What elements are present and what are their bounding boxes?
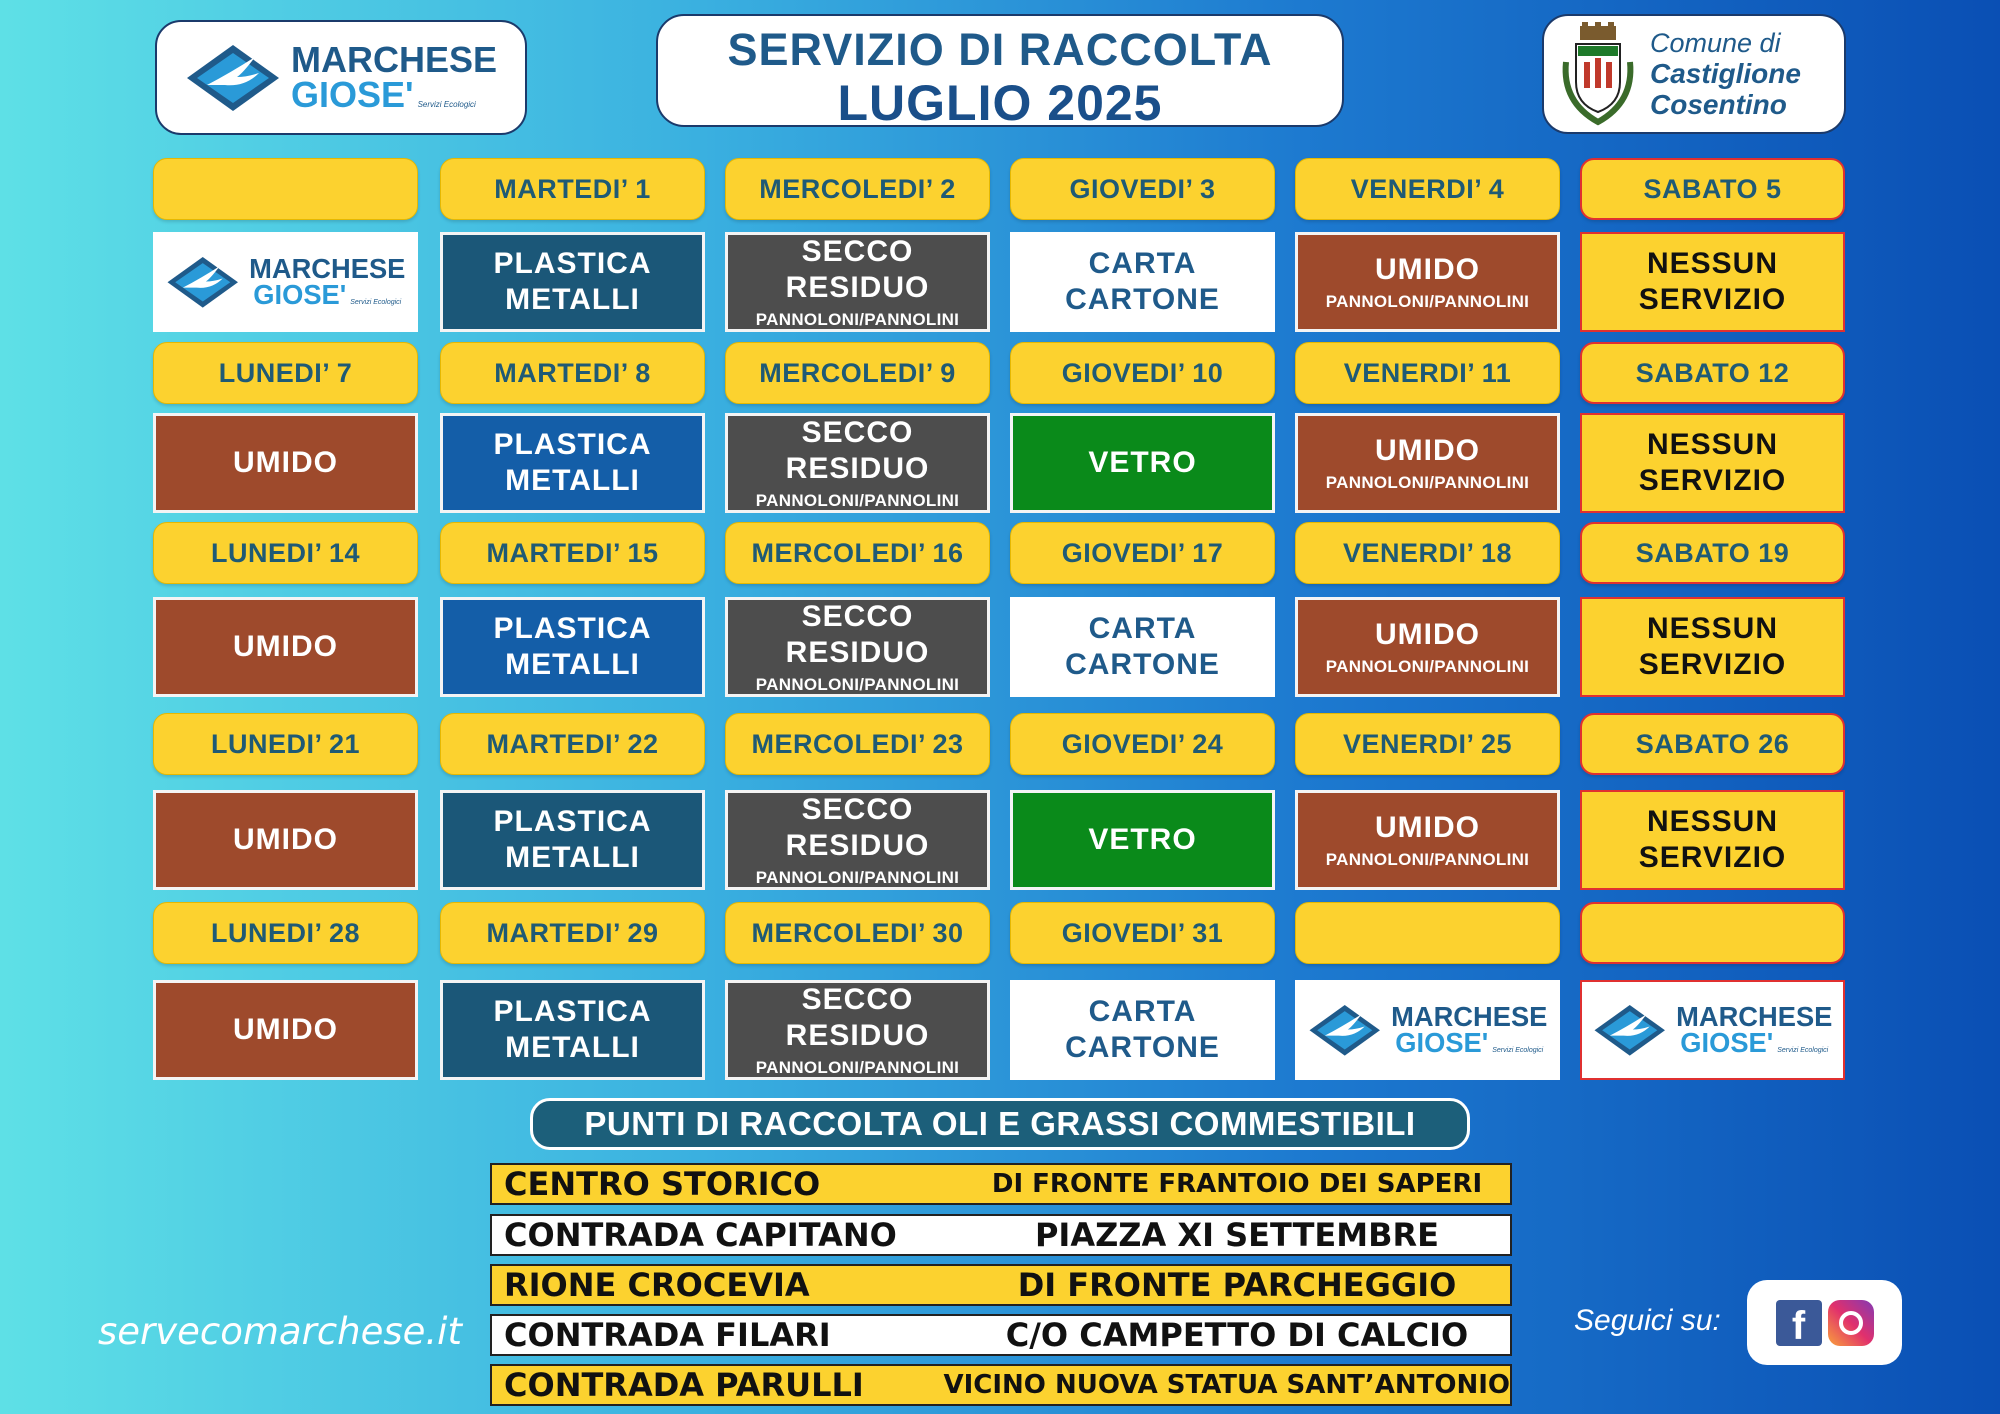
day-header: GIOVEDI’ 24 bbox=[1010, 713, 1275, 775]
day-header: MARTEDI’ 15 bbox=[440, 522, 705, 584]
day-header: MERCOLEDI’ 9 bbox=[725, 342, 990, 404]
oil-collection-row bbox=[490, 1214, 1512, 1256]
service-carta bbox=[1010, 232, 1275, 332]
service-label: PLASTICA bbox=[493, 805, 652, 838]
company-name-word2: GIOSE' Servizi Ecologici bbox=[1680, 1027, 1829, 1058]
company-name-word1: MARCHESE bbox=[1391, 1001, 1548, 1033]
service-label: UMIDO bbox=[1375, 433, 1480, 467]
service-nessun bbox=[1580, 597, 1845, 697]
service-vetro bbox=[1010, 413, 1275, 513]
service-label: RESIDUO bbox=[785, 635, 930, 669]
day-header: GIOVEDI’ 17 bbox=[1010, 522, 1275, 584]
service-note: PANNOLONI/PANNOLINI bbox=[755, 674, 960, 694]
day-header: MERCOLEDI’ 23 bbox=[725, 713, 990, 775]
day-header: MERCOLEDI’ 16 bbox=[725, 522, 990, 584]
swallow-logo-icon bbox=[185, 43, 281, 113]
service-label: SERVIZIO bbox=[1638, 841, 1787, 874]
company-logo bbox=[185, 39, 497, 115]
coat-of-arms-icon bbox=[1558, 22, 1638, 126]
service-label: UMIDO bbox=[233, 1013, 338, 1046]
service-note: PANNOLONI/PANNOLINI bbox=[755, 309, 960, 329]
service-label: PLASTICA bbox=[493, 247, 652, 280]
company-logo-box bbox=[155, 20, 527, 135]
company-name-word1: MARCHESE bbox=[1676, 1001, 1833, 1033]
oil-collection-row bbox=[490, 1163, 1512, 1205]
day-header-empty bbox=[1295, 902, 1560, 964]
service-label: CARTONE bbox=[1065, 648, 1220, 681]
service-note: PANNOLONI/PANNOLINI bbox=[755, 1057, 960, 1077]
service-label: UMIDO bbox=[233, 823, 338, 856]
comune-name-2: Cosentino bbox=[1650, 89, 1787, 121]
company-name-word2: GIOSE' Servizi Ecologici bbox=[253, 279, 402, 310]
oil-place: PIAZZA XI SETTEMBRE bbox=[1034, 1216, 1440, 1254]
day-header: VENERDI’ 18 bbox=[1295, 522, 1560, 584]
service-label: RESIDUO bbox=[785, 1018, 930, 1052]
facebook-icon[interactable]: f bbox=[1776, 1300, 1822, 1346]
service-label: PLASTICA bbox=[493, 995, 652, 1028]
company-name-word1: MARCHESE bbox=[249, 253, 406, 285]
oil-place: C/O CAMPETTO DI CALCIO bbox=[1005, 1316, 1469, 1354]
service-label: CARTA bbox=[1088, 612, 1197, 645]
service-label: METALLI bbox=[505, 283, 640, 316]
service-label: METALLI bbox=[505, 841, 640, 874]
service-note: PANNOLONI/PANNOLINI bbox=[755, 490, 960, 510]
service-logo bbox=[1295, 980, 1560, 1080]
day-header: MARTEDI’ 29 bbox=[440, 902, 705, 964]
service-plastica-blue bbox=[440, 413, 705, 513]
day-header: SABATO 12 bbox=[1580, 342, 1845, 404]
service-label: VETRO bbox=[1088, 446, 1197, 479]
service-label: NESSUN bbox=[1646, 805, 1779, 838]
swallow-logo-icon bbox=[166, 255, 240, 310]
service-label: UMIDO bbox=[1375, 617, 1480, 651]
service-note: PANNOLONI/PANNOLINI bbox=[1325, 656, 1530, 676]
company-tagline: Servizi Ecologici bbox=[417, 99, 476, 109]
service-label: UMIDO bbox=[1375, 252, 1480, 286]
comune-name-1: Castiglione bbox=[1650, 57, 1801, 89]
service-secco bbox=[725, 413, 990, 513]
service-nessun bbox=[1580, 413, 1845, 513]
instagram-icon[interactable] bbox=[1828, 1300, 1874, 1346]
service-label: SERVIZIO bbox=[1638, 464, 1787, 497]
service-label: SECCO bbox=[801, 599, 914, 633]
service-label: UMIDO bbox=[233, 630, 338, 663]
day-header: SABATO 5 bbox=[1580, 158, 1845, 220]
service-label: SECCO bbox=[801, 792, 914, 826]
service-plastica-dark bbox=[440, 232, 705, 332]
service-umido bbox=[153, 597, 418, 697]
day-header: VENERDI’ 25 bbox=[1295, 713, 1560, 775]
service-note: PANNOLONI/PANNOLINI bbox=[755, 867, 960, 887]
oil-collection-row bbox=[490, 1314, 1512, 1356]
company-tagline: Servizi Ecologici bbox=[350, 299, 402, 306]
oil-collection-title: PUNTI DI RACCOLTA OLI E GRASSI COMMESTIBILI bbox=[530, 1098, 1470, 1150]
service-label: UMIDO bbox=[233, 446, 338, 479]
service-label: RESIDUO bbox=[785, 828, 930, 862]
service-secco bbox=[725, 232, 990, 332]
service-label: PLASTICA bbox=[493, 612, 652, 645]
day-header: GIOVEDI’ 3 bbox=[1010, 158, 1275, 220]
day-header: MARTEDI’ 22 bbox=[440, 713, 705, 775]
oil-area: CONTRADA PARULLI bbox=[504, 1366, 864, 1404]
service-label: CARTA bbox=[1088, 995, 1197, 1028]
oil-collection-row bbox=[490, 1364, 1512, 1406]
company-name-word1: MARCHESE bbox=[290, 39, 497, 81]
service-label: NESSUN bbox=[1646, 247, 1779, 280]
service-carta bbox=[1010, 597, 1275, 697]
service-secco bbox=[725, 790, 990, 890]
company-tagline: Servizi Ecologici bbox=[1492, 1047, 1544, 1054]
company-logo bbox=[166, 255, 406, 310]
website-link[interactable]: servecomarchese.it bbox=[98, 1310, 462, 1353]
day-header: LUNEDI’ 21 bbox=[153, 713, 418, 775]
service-umido bbox=[153, 413, 418, 513]
company-logo bbox=[1593, 1003, 1833, 1058]
service-label: RESIDUO bbox=[785, 451, 930, 485]
service-note: PANNOLONI/PANNOLINI bbox=[1325, 849, 1530, 869]
oil-collection-row bbox=[490, 1264, 1512, 1306]
oil-area: CONTRADA FILARI bbox=[504, 1316, 831, 1354]
service-label: SECCO bbox=[801, 415, 914, 449]
social-links bbox=[1747, 1280, 1902, 1365]
swallow-logo-icon bbox=[1593, 1003, 1667, 1058]
comune-label: Comune di bbox=[1650, 27, 1781, 58]
service-label: VETRO bbox=[1088, 823, 1197, 856]
service-umido bbox=[1295, 413, 1560, 513]
oil-place: DI FRONTE FRANTOIO DEI SAPERI bbox=[991, 1169, 1483, 1199]
service-plastica-dark bbox=[440, 790, 705, 890]
company-name-word2: GIOSE' Servizi Ecologici bbox=[1395, 1027, 1544, 1058]
service-label: SECCO bbox=[801, 982, 914, 1016]
day-header: LUNEDI’ 14 bbox=[153, 522, 418, 584]
day-header: LUNEDI’ 28 bbox=[153, 902, 418, 964]
page-subtitle: LUGLIO 2025 bbox=[837, 75, 1163, 131]
service-label: CARTONE bbox=[1065, 283, 1220, 316]
service-vetro bbox=[1010, 790, 1275, 890]
service-label: SERVIZIO bbox=[1638, 648, 1787, 681]
page-title: SERVIZIO DI RACCOLTA bbox=[727, 24, 1273, 75]
service-label: CARTA bbox=[1088, 247, 1197, 280]
follow-label: Seguici su: bbox=[1574, 1304, 1721, 1337]
comune-logo-box bbox=[1542, 14, 1846, 134]
swallow-logo-icon bbox=[1308, 1003, 1382, 1058]
oil-place: VICINO NUOVA STATUA SANT’ANTONIO bbox=[943, 1370, 1510, 1400]
page-title-box bbox=[656, 14, 1344, 131]
day-header: MARTEDI’ 1 bbox=[440, 158, 705, 220]
service-umido bbox=[1295, 790, 1560, 890]
service-label: CARTONE bbox=[1065, 1031, 1220, 1064]
day-header-empty bbox=[1580, 902, 1845, 964]
day-header: LUNEDI’ 7 bbox=[153, 342, 418, 404]
day-header: MERCOLEDI’ 30 bbox=[725, 902, 990, 964]
oil-area: RIONE CROCEVIA bbox=[504, 1266, 810, 1304]
service-label: NESSUN bbox=[1646, 428, 1779, 461]
service-umido bbox=[1295, 597, 1560, 697]
service-label: METALLI bbox=[505, 464, 640, 497]
day-header: SABATO 26 bbox=[1580, 713, 1845, 775]
service-label: METALLI bbox=[505, 648, 640, 681]
day-header: VENERDI’ 4 bbox=[1295, 158, 1560, 220]
service-label: RESIDUO bbox=[785, 270, 930, 304]
day-header: MERCOLEDI’ 2 bbox=[725, 158, 990, 220]
oil-area: CONTRADA CAPITANO bbox=[504, 1216, 897, 1254]
day-header: GIOVEDI’ 31 bbox=[1010, 902, 1275, 964]
service-secco bbox=[725, 980, 990, 1080]
day-header: GIOVEDI’ 10 bbox=[1010, 342, 1275, 404]
service-plastica-blue bbox=[440, 597, 705, 697]
service-secco bbox=[725, 597, 990, 697]
service-label: NESSUN bbox=[1646, 612, 1779, 645]
company-logo bbox=[1308, 1003, 1548, 1058]
service-carta bbox=[1010, 980, 1275, 1080]
company-tagline: Servizi Ecologici bbox=[1777, 1047, 1829, 1054]
service-logo bbox=[1580, 980, 1845, 1080]
service-label: METALLI bbox=[505, 1031, 640, 1064]
service-label: SECCO bbox=[801, 234, 914, 268]
day-header-empty bbox=[153, 158, 418, 220]
day-header: SABATO 19 bbox=[1580, 522, 1845, 584]
service-label: PLASTICA bbox=[493, 428, 652, 461]
service-nessun bbox=[1580, 232, 1845, 332]
service-plastica-dark bbox=[440, 980, 705, 1080]
oil-place: DI FRONTE PARCHEGGIO bbox=[1017, 1266, 1457, 1304]
day-header: VENERDI’ 11 bbox=[1295, 342, 1560, 404]
oil-area: CENTRO STORICO bbox=[504, 1165, 821, 1203]
service-label: SERVIZIO bbox=[1638, 283, 1787, 316]
day-header: MARTEDI’ 8 bbox=[440, 342, 705, 404]
service-nessun bbox=[1580, 790, 1845, 890]
company-name-word2: GIOSE' Servizi Ecologici bbox=[290, 73, 476, 115]
service-logo bbox=[153, 232, 418, 332]
service-note: PANNOLONI/PANNOLINI bbox=[1325, 291, 1530, 311]
service-label: UMIDO bbox=[1375, 810, 1480, 844]
service-umido bbox=[153, 980, 418, 1080]
service-note: PANNOLONI/PANNOLINI bbox=[1325, 472, 1530, 492]
service-umido bbox=[153, 790, 418, 890]
service-umido bbox=[1295, 232, 1560, 332]
